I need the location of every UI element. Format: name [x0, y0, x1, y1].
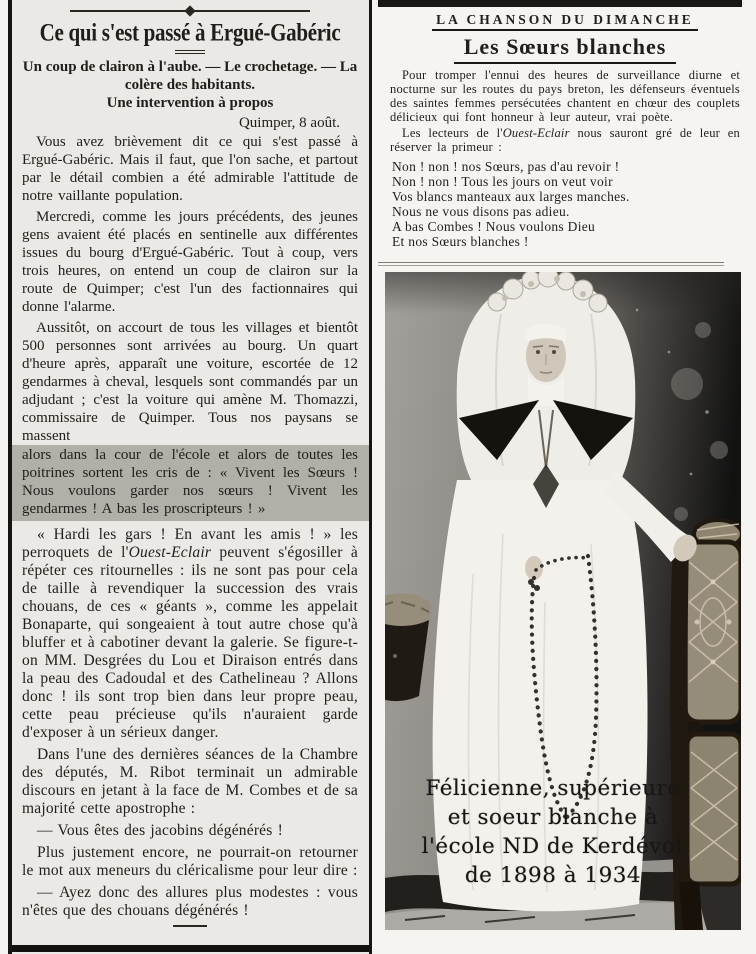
song-section [378, 10, 756, 265]
paragraph-6-quote: — Vous êtes des jacobins dégénérés ! [37, 822, 283, 839]
nun-photograph [385, 272, 741, 930]
verse-line: Non ! non ! nos Sœurs, pas d'au revoir ! [392, 159, 620, 174]
caption-line: Félicienne, supérieure [425, 776, 681, 801]
double-rule-divider [378, 262, 724, 266]
paragraph-1: Vous avez brièvement dit ce qui s'est passé à Ergué-Gabéric. Mais il faut, que l'on sache, et partout par le détail combien a été admirable l'attitude de notre vaillante population. [22, 134, 358, 204]
verse-line: A bas Combes ! Nous voulons Dieu [392, 219, 596, 234]
caption-line: et soeur blanche à [447, 805, 659, 830]
lead-after: nous sauront gré de leur en réserver la primeur : [390, 126, 740, 154]
article-headline: Ce qui s'est passé à Ergué-Gabéric [39, 17, 341, 47]
paragraph-8-quote: — Ayez donc des allures plus modestes : vous n'êtes que des chouans dégénérés ! [22, 884, 358, 919]
song-lead-paragraph [390, 126, 740, 154]
caption-line: l'école ND de Kerdévot [421, 834, 685, 859]
song-intro-paragraph: Pour tromper l'ennui des heures de surveillance diurne et nocturne sur les routes du pays breton, les défenseurs éventuels des saintes femmes persécutées chantent en chœur des couplets délicieux qui font honneur à leur auteur, vrai poète. [390, 68, 740, 124]
verse-line: Non ! non ! Tous les jours on veut voir [392, 174, 613, 189]
paragraph-3: Aussitôt, on accourt de tous les villages et bientôt 500 personnes sont arrivées au bourg. Un quart d'heure après, apparaît une voiture, escortée de 12 gendarmes à cheval, lesquels sont commandés par un adjudant ; c'est la voiture qui amène M. Thomazzi, commissaire de Quimper. Tous nos paysans se massent [22, 320, 358, 444]
top-border-bar [378, 0, 742, 7]
headline-underline-dash [175, 50, 205, 54]
paragraph-4 [22, 526, 358, 742]
right-column [378, 0, 756, 954]
lead-before: Les lecteurs de l' [402, 126, 503, 140]
ouest-eclair-italic-2: Ouest-Eclair [502, 126, 570, 140]
caption-line: de 1898 à 1934 [464, 863, 642, 888]
paragraph-2: Mercredi, comme les jours précédents, des jeunes gens avaient été placés en sentinelle aux différentes issues du bourg d'Ergué-Gabéric. Tout à coup, vers trois heures, on entend un coup de clairon sur la route de Quimper; c'est l'un des factionnaires qui donne l'alarme. [22, 209, 358, 315]
song-title-text: Les Sœurs blanches [454, 34, 677, 64]
dateline: Quimper, 8 août. [238, 115, 340, 131]
paragraph-5: Dans l'une des dernières séances de la Chambre des députés, M. Ribot terminait un admirable discours en jetant à la face de M. Combes et de sa majorité cette apostrophe : [22, 746, 358, 817]
verse-line: Nous ne vous disons pas adieu. [392, 204, 570, 219]
verse-line: Et nos Sœurs blanches ! [392, 234, 529, 249]
paragraph-4-before: « Hardi les gars ! En avant les amis ! » les perroquets de l' [22, 526, 358, 561]
paragraph-4-after: peuvent s'égosiller à répéter ces ritournelles : ils ne sont pas pour cela de taille à revendiquer la succession des vrais chouans, de ces « géants », comme les appelait Bonaparte, qui songeaient à tout autre chose qu'à bluffer et à cabotiner devant la galerie. Se figure-t-on MM. Desgrées du Lou et Diraison entrés dans la peau des Cadoudal et des Cathelineau ? Allons donc ! ils sont trop bien dans leur propre peau, cette peau précieuse qu'ils n'auraient garde d'exposer à un sérieux danger. [22, 544, 358, 741]
paragraph-7: Plus justement encore, ne pourrait-on retourner le mot aux meneurs du cléricalisme pour leur dire : [22, 844, 358, 879]
left-article-column [8, 0, 372, 954]
article-subhead: Un coup de clairon à l'aube. — Le crochetage. — La colère des habitants. [22, 59, 358, 93]
kicker-text: LA CHANSON DU DIMANCHE [432, 12, 698, 31]
article-subhead-2: Une intervention à propos [106, 95, 274, 111]
song-title [390, 34, 740, 64]
highlighted-passage: alors dans la cour de l'école et alors de toutes les poitrines sortent les cris de : « Vivent les Sœurs ! Nous voulons garder nos sœurs ! Vivent les gendarmes ! A bas les proscripteurs ! » [12, 445, 369, 521]
bottom-border-bar [12, 945, 369, 952]
photo-caption [385, 774, 721, 890]
song-verse [392, 159, 740, 249]
verse-line: Vos blancs manteaux aux larges manches. [392, 189, 630, 204]
ouest-eclair-italic: Ouest-Eclair [128, 544, 212, 561]
section-kicker [390, 11, 740, 31]
end-of-article-dash [173, 925, 207, 927]
